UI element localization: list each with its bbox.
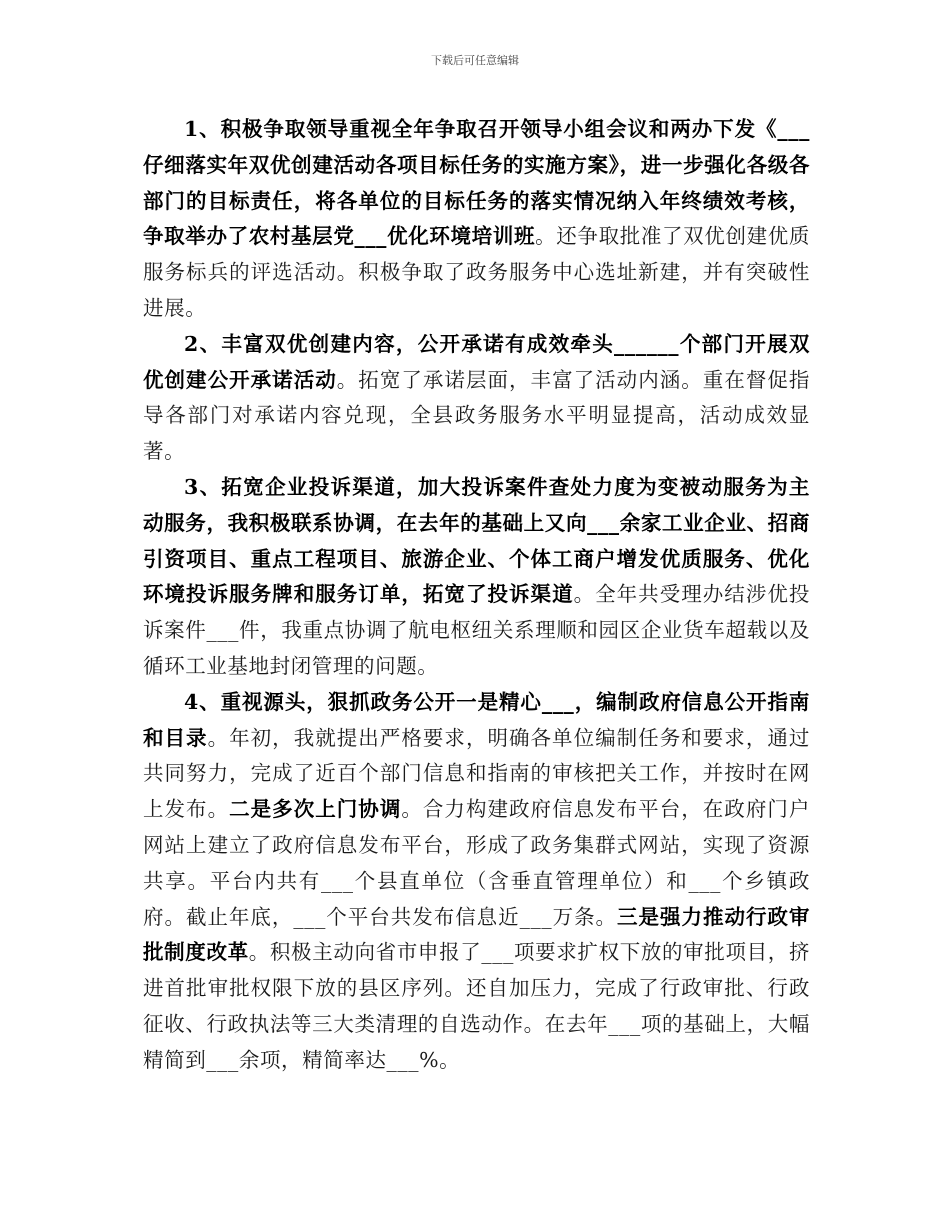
document-body <box>143 112 810 1079</box>
paragraph-4-bold-3: 三是强力推动行政审批制度改革 <box>143 904 811 965</box>
paragraph-4-text-2: 。合力构建政府信息发布平台，在政府门户网站上建立了政府信息发布平台，形成了政务集群式网站，实现了资源共享。平台内共有___个县直单位（含垂直管理单位）和___个乡镇政府。截止年底，___个平台共发布信息近___万条。 <box>143 797 810 929</box>
paragraph-4-text-1: 。年初，我就提出严格要求，明确各单位编制任务和要求，通过共同努力，完成了近百个部门信息和指南的审核把关工作，并按时在网上发布。 <box>143 725 810 822</box>
paragraph-3-text: 。全年共受理办结涉优投诉案件___件，我重点协调了航电枢纽关系理顺和园区企业货车超载以及循环工业基地封闭管理的问题。 <box>143 582 810 678</box>
paragraph-1-bold: 1、积极争取领导重视全年争取召开领导小组会议和两办下发《___仔细落实年双优创建活动各项目标任务的实施方案》，进一步强化各级各部门的目标责任，将各单位的目标任务的落实情况纳入年终绩效考核，争取举办了农村基层党___优化环境培训班 <box>143 117 810 249</box>
paragraph-4-bold-2: 二是多次上门协调 <box>229 797 402 822</box>
page-header: 下载后可任意编辑 <box>431 54 519 67</box>
paragraph-1 <box>143 112 810 327</box>
paragraph-4-bold-1: 4、重视源头，狠抓政务公开一是精心___，编制政府信息公开指南和目录 <box>143 689 810 750</box>
paragraph-4 <box>143 685 810 1079</box>
paragraph-3 <box>143 470 810 685</box>
paragraph-2-text: 。拓宽了承诺层面，丰富了活动内涵。重在督促指导各部门对承诺内容兑现，全县政务服务水平明显提高，活动成效显著。 <box>143 367 811 464</box>
paragraph-2-bold: 2、丰富双优创建内容，公开承诺有成效牵头______个部门开展双优创建公开承诺活动 <box>143 331 810 392</box>
paragraph-3-bold: 3、拓宽企业投诉渠道，加大投诉案件查处力度为变被动服务为主动服务，我积极联系协调，在去年的基础上又向___余家工业企业、招商引资项目、重点工程项目、旅游企业、个体工商户增发优质服务、优化环境投诉服务牌和服务订单，拓宽了投诉渠道 <box>143 474 810 607</box>
paragraph-4-text-3: 。积极主动向省市申报了___项要求扩权下放的审批项目，挤进首批审批权限下放的县区序列。还自加压力，完成了行政审批、行政征收、行政执法等三大类清理的自选动作。在去年___项的基础上，大幅精简到___余项，精简率达___%。 <box>143 940 810 1072</box>
paragraph-1-text: 。还争取批准了双优创建优质服务标兵的评选活动。积极争取了政务服务中心选址新建，并有突破性进展。 <box>143 224 810 320</box>
paragraph-2 <box>143 327 810 470</box>
